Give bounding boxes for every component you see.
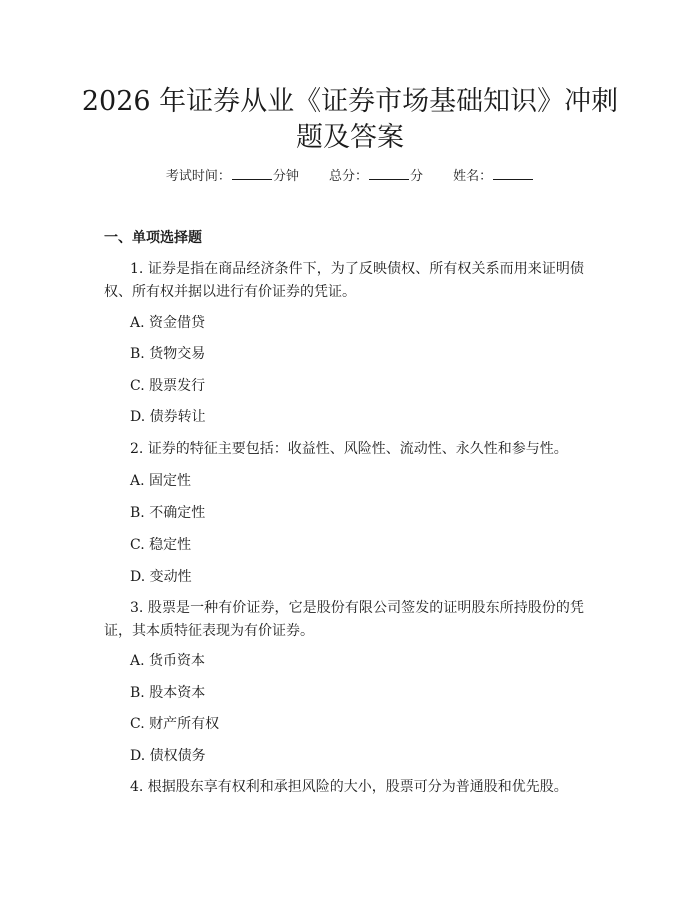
total-score-field	[329, 167, 423, 187]
section-heading: 一、单项选择题	[104, 230, 202, 246]
question-2-option-b: B. 不确定性	[130, 505, 206, 521]
question-3-option-d: D. 债权债务	[130, 748, 206, 764]
question-2-option-a: A. 固定性	[130, 473, 192, 489]
question-3-option-b: B. 股本资本	[130, 685, 206, 701]
total-score-unit: 分	[410, 169, 424, 184]
question-4: 4. 根据股东享有权利和承担风险的大小，股票可分为普通股和优先股。	[130, 779, 568, 795]
question-1-option-b: B. 货物交易	[130, 346, 206, 362]
total-score-label: 总分：	[328, 169, 368, 184]
question-1-option-d: D. 债券转让	[130, 409, 206, 425]
question-2-option-c: C. 稳定性	[130, 537, 192, 553]
total-score-blank	[369, 167, 409, 180]
exam-time-blank	[232, 167, 272, 180]
question-1: 1. 证券是指在商品经济条件下，为了反映债权、所有权关系而用来证明债权、所有权并据以进行有价证券的凭证。	[104, 261, 584, 300]
question-2: 2. 证券的特征主要包括：收益性、风险性、流动性、永久性和参与性。	[130, 441, 568, 457]
name-blank	[493, 167, 533, 180]
name-label: 姓名：	[453, 169, 493, 184]
question-3-option-a: A. 货币资本	[130, 653, 206, 669]
exam-time-field	[166, 167, 299, 187]
question-1-option-a: A. 资金借贷	[130, 315, 206, 331]
exam-time-unit: 分钟	[272, 169, 299, 184]
exam-time-label: 考试时间：	[165, 169, 231, 184]
question-1-option-c: C. 股票发行	[130, 378, 206, 394]
document-title-line-1: 2026 年证券从业《证券市场基础知识》冲刺	[81, 86, 619, 117]
exam-info-line	[0, 167, 700, 187]
document-title-line-2: 题及答案	[296, 122, 404, 153]
question-3-option-c: C. 财产所有权	[130, 716, 220, 732]
question-3: 3. 股票是一种有价证券，它是股份有限公司签发的证明股东所持股份的凭证，其本质特征表现为有价证券。	[104, 600, 584, 639]
name-field	[453, 167, 534, 187]
question-2-option-d: D. 变动性	[130, 569, 192, 585]
